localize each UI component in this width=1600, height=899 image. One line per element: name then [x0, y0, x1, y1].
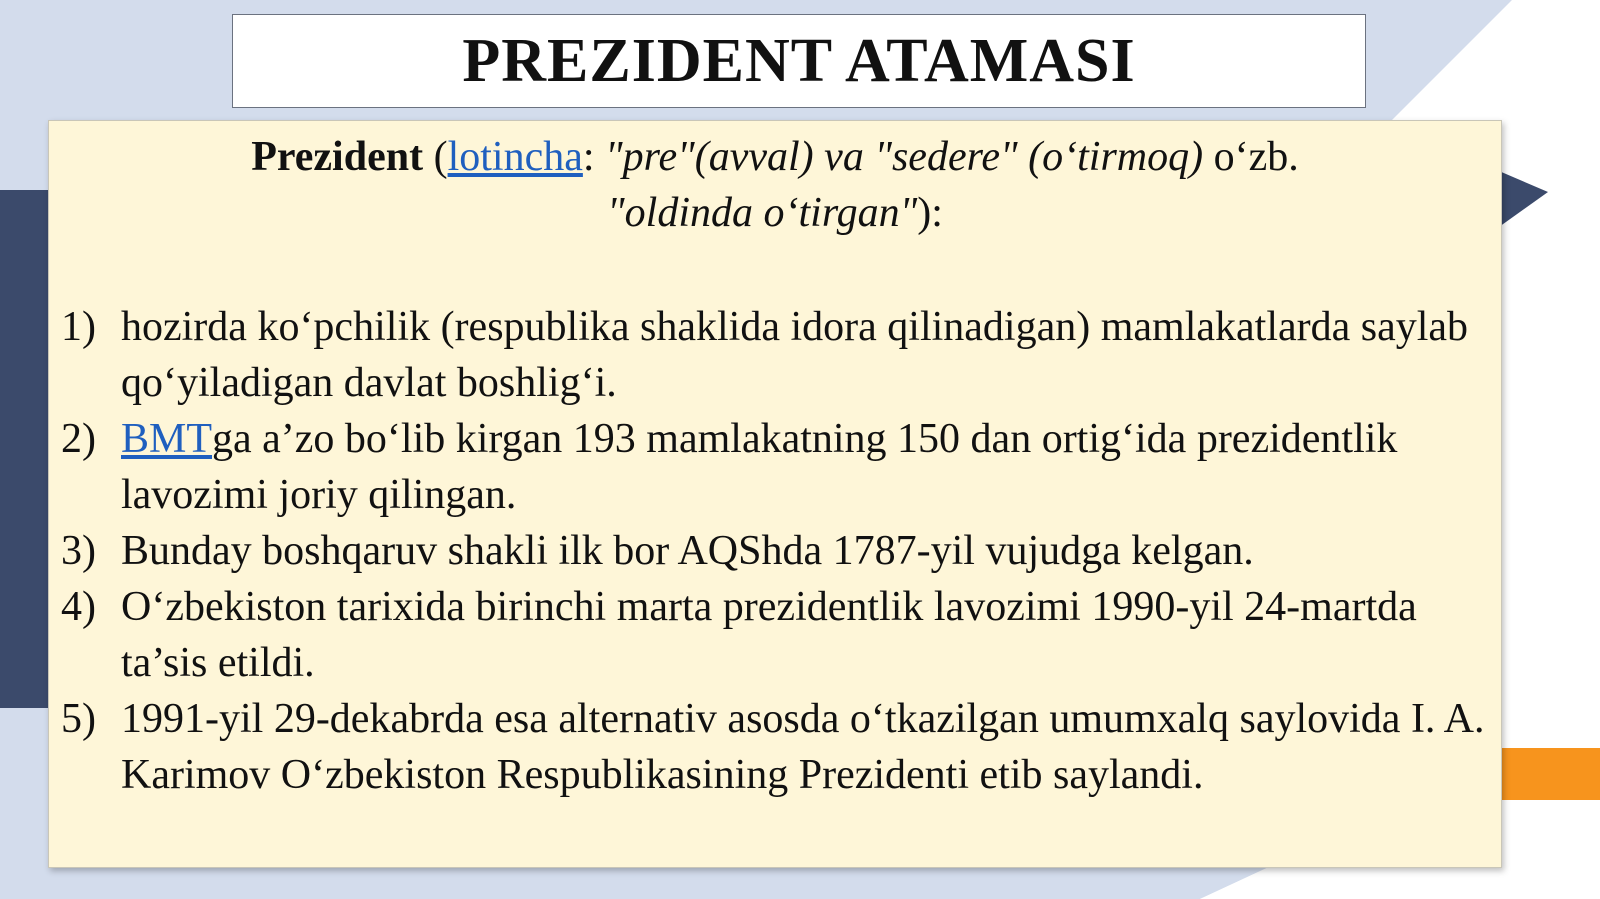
list-number: 5) [61, 696, 96, 742]
list-item [61, 523, 1491, 579]
content-box [48, 120, 1502, 868]
list-number: 4) [61, 584, 96, 630]
lotincha-link[interactable]: lotincha [447, 134, 583, 180]
list-text: Bunday boshqaruv shakli ilk bor AQShda 1787-yil vujudga kelgan. [121, 528, 1254, 574]
list-text: O‘zbekiston tarixida birinchi marta prezidentlik lavozimi 1990-yil 24-martda ta’sis etildi. [121, 584, 1417, 686]
intro-term: Prezident [251, 134, 424, 180]
intro-open-paren: ( [423, 134, 448, 180]
intro-paragraph [49, 129, 1501, 241]
intro-colon: : [582, 134, 606, 180]
intro-etymology: "pre"(avval) va "sedere" (o‘tirmoq) [605, 134, 1204, 180]
list-item [61, 691, 1491, 803]
list-number: 2) [61, 416, 96, 462]
title-box [232, 14, 1366, 108]
list-text: hozirda ko‘pchilik (respublika shaklida idora qilinadigan) mamlakatlarda saylab qo‘yiladigan davlat boshlig‘i. [121, 304, 1469, 406]
list-text-wrap [121, 411, 1491, 523]
list-number: 3) [61, 528, 96, 574]
list-item [61, 299, 1491, 411]
list-text: 1991-yil 29-dekabrda esa alternativ asosda o‘tkazilgan umumxalq saylovida I. A. Karimov O‘zbekiston Respublikasining Prezidenti etib saylandi. [121, 696, 1485, 798]
intro-meaning: "oldinda o‘tirgan" [607, 190, 918, 236]
intro-abbr: o‘zb. [1203, 134, 1299, 180]
list-item [61, 579, 1491, 691]
slide-title: PREZIDENT ATAMASI [462, 26, 1136, 95]
intro-close: ): [917, 190, 943, 236]
list-number: 1) [61, 304, 96, 350]
definition-list [61, 299, 1491, 803]
list-item [61, 411, 1491, 523]
bmt-link[interactable]: BMT [121, 416, 213, 462]
list-text: ga a’zo bo‘lib kirgan 193 mamlakatning 150 dan ortig‘ida prezidentlik lavozimi joriy qilingan. [121, 416, 1398, 518]
